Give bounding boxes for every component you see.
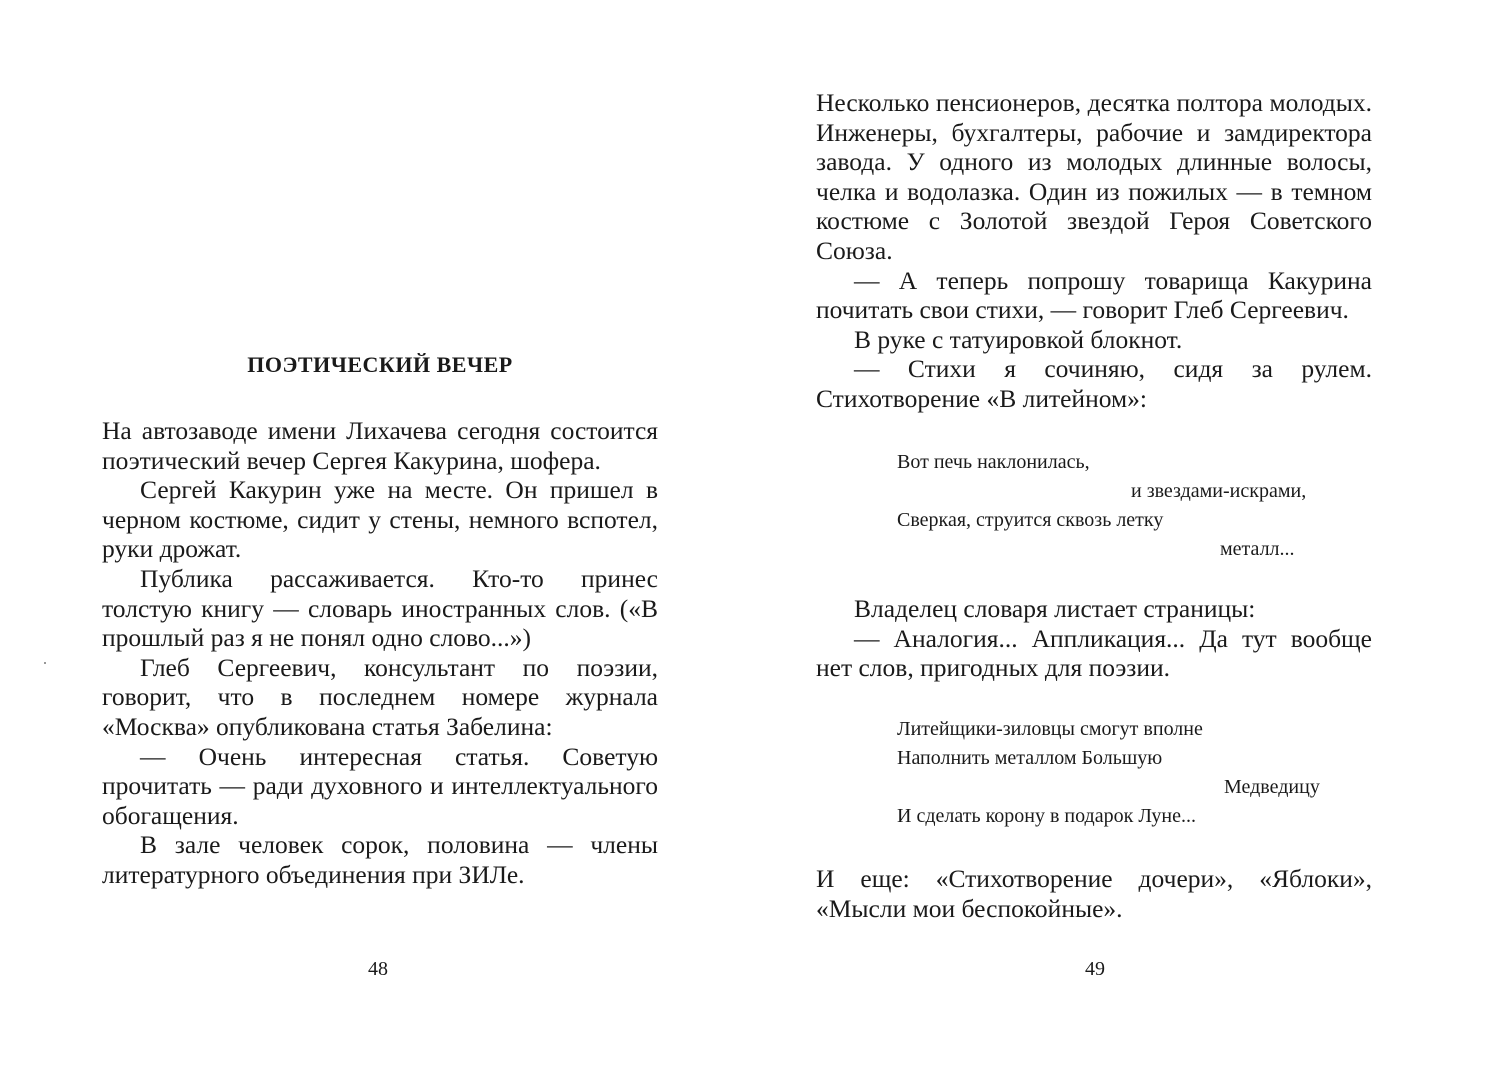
paragraph: — Аналогия... Аппликация... Да тут вообще нет слов, пригодных для поэзии. — [816, 623, 1372, 683]
right-body-text-top — [816, 88, 1372, 414]
paragraph: — Очень интересная статья. Советую прочитать — ради духовного и интеллектуального обогащения. — [102, 741, 658, 830]
right-page — [744, 0, 1488, 1080]
poem-line: Вот печь наклонилась, — [897, 451, 1090, 473]
poem-line: Литейщики-зиловцы смогут вполне — [897, 718, 1203, 740]
poem-line: Наполнить металлом Большую — [897, 747, 1163, 769]
paragraph: Сергей Какурин уже на месте. Он пришел в черном костюме, сидит у стены, немного вспотел, руки дрожат. — [102, 475, 658, 564]
page-number-left: 48 — [368, 958, 388, 980]
page-number-right: 49 — [1085, 958, 1105, 980]
left-body-text — [102, 416, 658, 890]
paragraph: В руке с татуировкой блокнот. — [854, 324, 1183, 354]
poem-line: металл... — [1220, 538, 1295, 560]
poem-line: И сделать корону в подарок Луне... — [897, 805, 1196, 827]
paragraph: На автозаводе имени Лихачева сегодня состоится поэтический вечер Сергея Какурина, шофера. — [102, 416, 658, 475]
poem-line: и звездами-искрами, — [1131, 480, 1307, 502]
paragraph: — А теперь попрошу товарища Какурина почитать свои стихи, — говорит Глеб Сергеевич. — [816, 265, 1372, 325]
right-body-text-bottom — [816, 864, 1372, 923]
poem-line: Медведицу — [1224, 776, 1320, 798]
paragraph: Публика рассаживается. Кто-то принес толстую книгу — словарь иностранных слов. («В прошлый раз я не понял одно слово...») — [102, 563, 658, 653]
paragraph: Несколько пенсионеров, десятка полтора молодых. Инженеры, бухгалтеры, рабочие и замдиректора завода. У одного из молодых длинные волосы, челка и водолазка. Один из пожилых — в темном костюме с Золотой звездой Героя Советского Союза. — [816, 88, 1372, 265]
paragraph: — Стихи я сочиняю, сидя за рулем. Стихотворение «В литейном»: — [816, 354, 1372, 413]
scan-speck — [44, 662, 46, 664]
poem-line: Сверкая, струится сквозь летку — [897, 509, 1164, 531]
right-body-text-middle — [816, 594, 1372, 683]
paragraph: В зале человек сорок, половина — члены литературного объединения при ЗИЛе. — [102, 830, 658, 889]
poem-stanza-2 — [897, 715, 1352, 831]
poem-stanza-1 — [897, 448, 1352, 564]
chapter-title: ПОЭТИЧЕСКИЙ ВЕЧЕР — [247, 352, 513, 377]
paragraph: Владелец словаря листает страницы: — [854, 594, 1256, 623]
paragraph: Глеб Сергеевич, консультант по поэзии, говорит, что в последнем номере журнала «Москва» опубликована статья Забелина: — [102, 652, 658, 741]
paragraph: И еще: «Стихотворение дочери», «Яблоки», «Мысли мои беспокойные». — [816, 864, 1372, 923]
